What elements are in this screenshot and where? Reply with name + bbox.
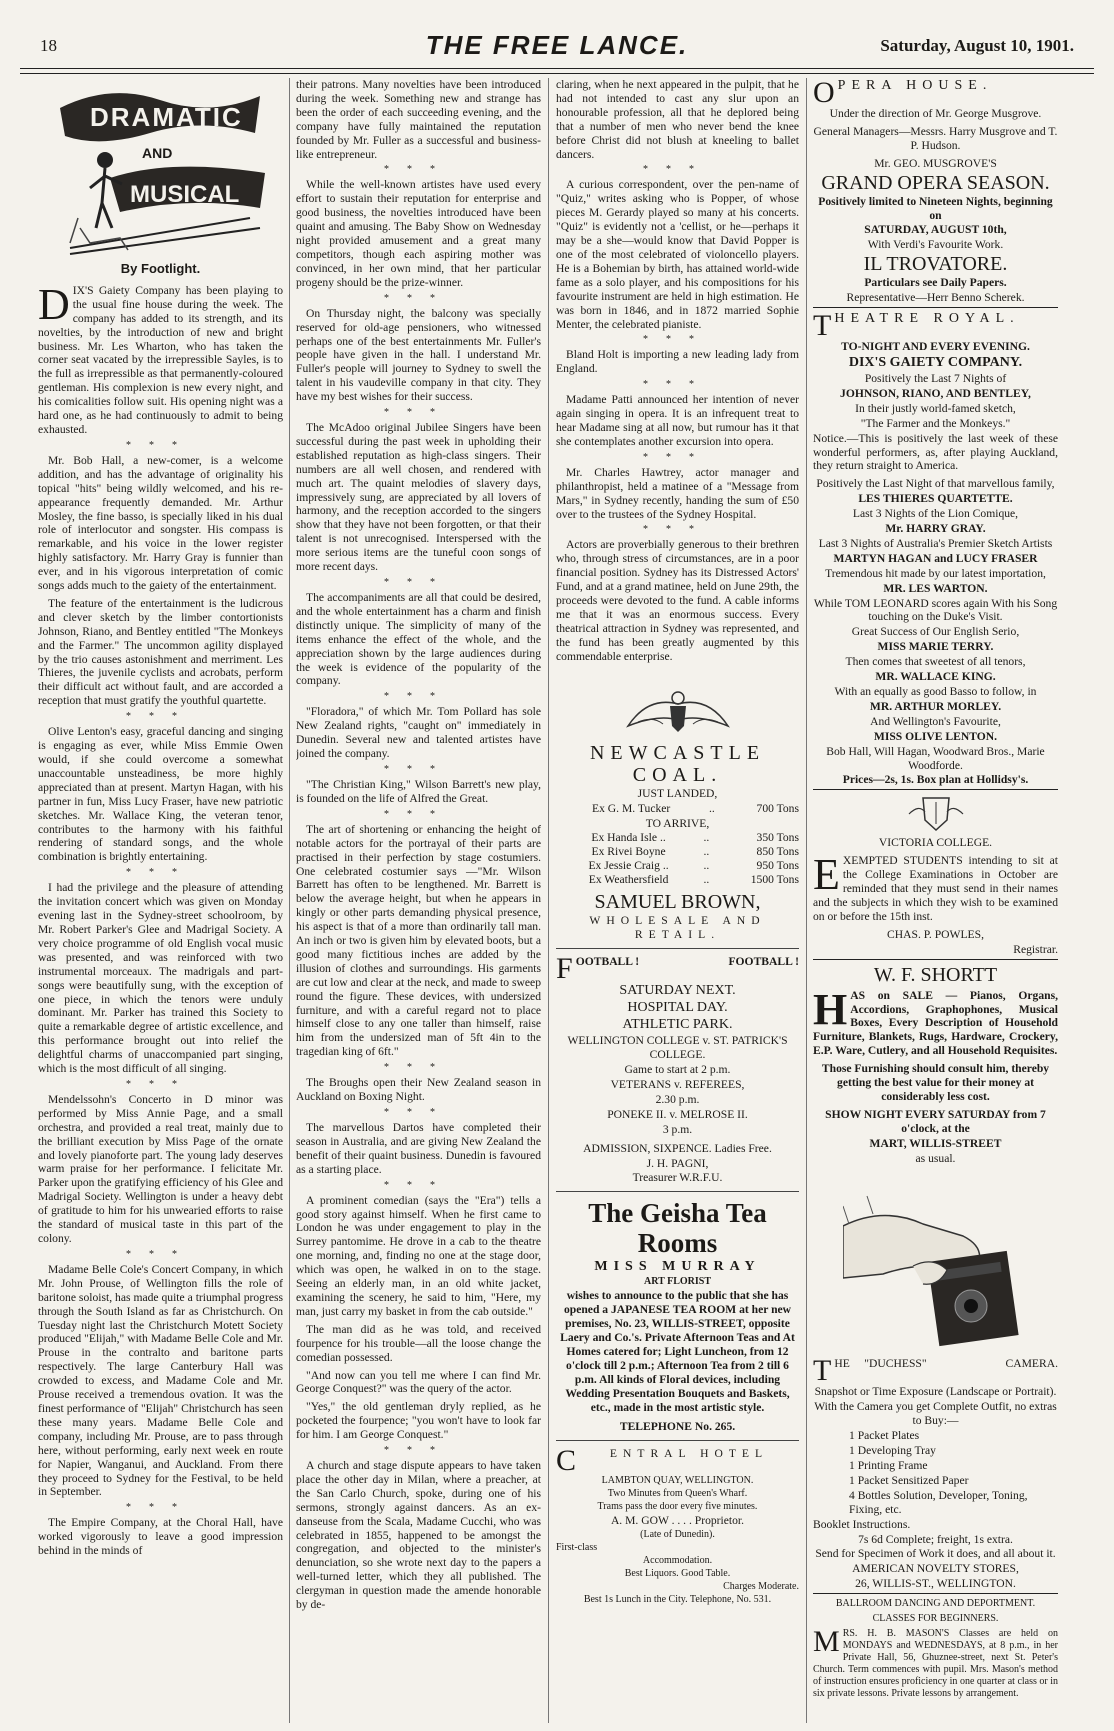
coal-arrive-table [556, 831, 799, 887]
shortt-advertisement [813, 964, 1058, 1166]
drop-cap: T [813, 312, 832, 340]
theatre-line: With an equally as good Basso to follow, in [834, 685, 1037, 698]
hotel-line: Charges Moderate. [723, 1581, 799, 1593]
ad-rule [556, 1191, 799, 1192]
college-signature: CHAS. P. POWLES, [887, 927, 984, 941]
header-rule [20, 68, 1094, 74]
article-paragraph: The accompaniments are all that could be desired, and the whole entertainment has a charm and finish distinctly unique. The simplicity of many of the items enhance the effect of the whole, and the appreciation shown by the large audiences during the week is evidence of the popularity of the company. [296, 591, 541, 688]
article-paragraph: The art of shortening or enhancing the height of notable actors for the portrayal of their parts are practised in their perfection by stage costumiers. One celebrated costumier says —"Mr. Wilson Barrett has often to be lengthened. Mr. Barrett is below the average height, but when he appears in kingly or other parts demanding physical presence, his aspect is that of a more than ordinarily tall man. An inch or two is given him by elevated boots, but a good many fictitious inches are added by the illusion of clothes and surroundings. His garments are cut low and clear at the neck, and made to sweep round the figure. These devices, with undersized furniture, and with a careful regard not to place himself close to any one taller than himself, raise him from the undersized man of 5ft 4in to the tragedian king of 6ft." [296, 822, 541, 1059]
opera-line: Mr. GEO. MUSGROVE'S [874, 156, 997, 170]
list-item: 1 Packet Plates [849, 1429, 920, 1443]
theatre-line: Positively the Last 7 Nights of [864, 371, 1007, 385]
theatre-heading [813, 312, 1058, 339]
theatre-line: Last 3 Nights of the Lion Comique, [852, 507, 1019, 521]
article-paragraph: The marvellous Dartos have completed their season in Australia, and are giving New Zealand the benefit of their quaint business. Dunedin is favoured as a starting place. [296, 1121, 541, 1176]
section-divider: *** [384, 292, 453, 304]
ship-name: Ex Jessie Craig .. [588, 859, 669, 873]
theatre-line: Then comes that sweetest of all tenors, [845, 655, 1026, 669]
section-divider: *** [384, 1062, 453, 1074]
football-title: OOTBALL ! [575, 955, 640, 969]
dramatic-musical-logo-image [50, 78, 270, 256]
hotel-line: Two Minutes from Queen's Wharf. [607, 1488, 748, 1500]
camera-line: Snapshot or Time Exposure (Landscape or Portrait). [814, 1385, 1057, 1399]
hotel-advertisement [556, 1447, 799, 1606]
ballroom-title: BALLROOM DANCING AND DEPORTMENT. [835, 1598, 1036, 1610]
section-divider: *** [384, 1445, 453, 1457]
theatre-line: DIX'S GAIETY COMPANY. [848, 354, 1023, 370]
article-paragraph: "The Christian King," Wilson Barrett's new play, is founded on the life of Alfred the Great. [296, 777, 541, 805]
article-paragraph: Olive Lenton's easy, graceful dancing and singing is engaging as ever, while Miss Emmie Owen would, if she could overcome a somewhat unaccountable unsteadiness, be more highly appreciated than at present. Martyn Hagan, with his partner in fun, Miss Lucy Fraser, have new patriotic sketches. Mr. Wallace King, the veteran tenor, contributes to the harmony with his faithful rendering of standard songs, and the whole combination is brightly entertaining. [38, 725, 283, 864]
ship-name: Ex G. M. Tucker [592, 801, 671, 815]
section-divider: *** [643, 379, 712, 391]
masthead: THE FREE LANCE. [425, 30, 689, 60]
drop-cap: M [813, 1625, 840, 1659]
theatre-line: Bob Hall, Will Hagan, Woodward Bros., Marie Woodforde. [826, 744, 1045, 772]
article-paragraph: On Thursday night, the balcony was specially reserved for old-age pensioners, who witnessed perhaps one of the best entertainments Mr. Fuller's people have given in the hall. I understand Mr. Fuller's people will journey to Sydney to swell the talent in his vaudeville company in that city. They have my best wishes for their success. [296, 306, 541, 404]
shortt-usual: as usual. [915, 1151, 956, 1165]
hotel-line: Best Liquors. Good Table. [624, 1568, 731, 1580]
drop-cap: O [813, 79, 835, 106]
theatre-line: While TOM LEONARD scores again With his Song touching on the Duke's Visit. [813, 596, 1058, 624]
college-crest-icon [901, 794, 971, 834]
table-row [556, 859, 799, 873]
list-item: 1 Printing Frame [849, 1459, 928, 1472]
article-paragraph: A church and stage dispute appears to have taken place the other day in Milan, where a preacher, at the San Carlo Church, spoke, during one of his sermons, strongly against dancers. As an ex-danseuse from the Scala, Madame Cucchi, who was celebrated in 1855, happened to be amongst the congregation, and objected to the minister's denunciation, so she wrote next day to the papers a well-turned letter, which they all published. The clergyman in question made the amende honorable by de- [296, 1459, 541, 1612]
geisha-body: wishes to announce to the public that she has opened a JAPANESE TEA ROOM at her new premises, No. 23, WILLIS-STREET, opposite Laery and Co.'s. Private Afternoon Teas and At Homes catered for; Light Luncheon, from 12 o'clock till 2 p.m.; Afternoon Tea from 2 till 6 p.m. All kinds of Floral devices, including Wedding Presentation Bouquets and Baskets, etc., made in the most artistic style. [560, 1289, 795, 1414]
football-line: 3 p.m. [662, 1122, 693, 1136]
ad-rule [556, 1440, 799, 1441]
article-paragraph: their patrons. Many novelties have been introduced during the week. Something new and strange has been the order of each succeeding evening, and the company have fully maintained the reputation founded by Mr. Fuller as a successful and business-like entrepreneur. [296, 78, 541, 161]
dramatic-musical-illustration [38, 78, 283, 258]
ship-dots: .. [703, 831, 710, 845]
camera-line: Send for Specimen of Work it does, and all about it. [815, 1547, 1056, 1561]
article-paragraph: Actors are proverbially generous to their brethren who, through stress of circumstances, are in a poor financial position. Sydney has its Distressed Actors' Fund, and at a grand matinee, held on June 29th, the proceeds were devoted to the fund. A cable informs me that it was an enormous success. Every theatrical attraction in Sydney was represented, and the fund has been greatly augmented by this commendable enterprise. [556, 538, 799, 663]
article-paragraph: Madame Belle Cole's Concert Company, in which Mr. John Prouse, of Wellington fills the role of baritone soloist, has made quite a triumphal progress through the South Island as far as Christchurch. On Tuesday night last the Christchurch Motett Society produced "Elijah," with Madame Belle Cole and Mr. Prouse in the contralto and baritone parts respectively. The large Canterbury Hall was crowded to excess, and Madame Cole and Mr. Prouse received a tremendous ovation. It was the finest performance of "Elijah" Christchurch has seen these many years. Madame Belle Cole and company, including Mr. Prouse, are to pass through here, without performing, early next week en route for Napier, Wanganui, and Auckland. From there they proceed to Sydney for the Festival, to be held in September. [38, 1262, 283, 1499]
section-divider: *** [126, 1502, 195, 1514]
section-divider: *** [643, 164, 712, 176]
page-number: 18 [40, 36, 57, 55]
theatre-line: "The Farmer and the Monkeys." [860, 416, 1011, 430]
article-paragraph: IX'S Gaiety Company has been playing to the usual fine house during the week. The company has added to its strength, and its novelties, by the introduction of new and bright business. Mr. Les Wharton, who has taken the corner seat vacated by the irrepressible Sayles, is to the full as irrepressible as that permanently-coloured gentleman. His complexion is new every night, and his comicalities follow suit. His opening night was a hard one, as he had continuously to admit to being exhausted. [38, 283, 283, 436]
column-3 [556, 78, 799, 1723]
section-divider: *** [384, 691, 453, 703]
column-2 [296, 78, 541, 1723]
football-line: SATURDAY NEXT. [619, 983, 736, 999]
football-line: VETERANS v. REFEREES, [610, 1077, 745, 1091]
theatre-line: Tremendous hit made by our latest importation, [825, 566, 1046, 580]
theatre-line: MISS MARIE TERRY. [877, 640, 994, 654]
theatre-line: TO-NIGHT AND EVERY EVENING. [841, 340, 1030, 354]
opera-line: Under the direction of Mr. George Musgrove. [829, 107, 1042, 120]
hotel-heading [556, 1447, 799, 1474]
football-line: Game to start at 2 p.m. [624, 1063, 731, 1077]
column-rule [548, 78, 549, 1723]
hotel-line: (Late of Dunedin). [640, 1529, 715, 1541]
opera-line: SATURDAY, AUGUST 10th, [864, 223, 1007, 237]
opera-line: Positively limited to Nineteen Nights, beginning on [818, 194, 1053, 222]
opera-heading [813, 79, 1058, 106]
coal-advertisement [556, 686, 799, 943]
list-item: 1 Packet Sensitized Paper [849, 1473, 969, 1487]
ship-dots: .. [703, 845, 710, 859]
college-signature-role: Registrar. [813, 943, 1058, 960]
opera-line: Particulars see Daily Papers. [864, 276, 1007, 290]
section-divider: *** [126, 867, 195, 879]
article-paragraph: Bland Holt is importing a new leading lady from England. [556, 348, 799, 376]
opera-line: With Verdi's Favourite Work. [867, 238, 1004, 252]
ship-quantity: 850 Tons [756, 845, 799, 859]
football-line: HOSPITAL DAY. [627, 1000, 728, 1016]
shortt-show: SHOW NIGHT EVERY SATURDAY from 7 o'clock, at the [825, 1107, 1046, 1135]
opera-line: IL TROVATORE. [863, 253, 1008, 276]
article-paragraph: A prominent comedian (says the "Era") tells a good story against himself. When he first came to London he was under engagement to play in the Surrey pantomime. He drove in a cab to the theatre one morning, and, finding no one at the stage door, which was open, he walked in on to the stage. Seeing an elderly man, in an old white jacket, examining the scenery, he said to him, "Here, my man, just carry my basket in from the cab outside." [296, 1193, 541, 1318]
hand-holding-camera-image [843, 1166, 1033, 1354]
drop-cap: E [813, 850, 840, 900]
column-4 [813, 78, 1058, 1723]
geisha-proprietor: MISS MURRAY [594, 1259, 761, 1275]
article-paragraph: "Floradora," of which Mr. Tom Pollard has sole New Zealand rights, "caught on" immediately in Dunedin. Several new and talented artistes have joined the company. [296, 705, 541, 761]
article-paragraph: Mendelssohn's Concerto in D minor was performed by Miss Annie Page, and a small orchestra, and provided a real treat, mainly due to the brilliant execution by Miss Page of the ornate and lovely pianoforte part. The young lady deserves warm praise for her performance. I felicitate Mr. Parker upon the gratifying efficiency of his Glee and Madrigal Society. Wellington is under a heavy debt of gratitude to him for his unwearied efforts to raise the standard of musical taste in this part of the colony. [38, 1092, 283, 1245]
article-paragraph: A curious correspondent, over the pen-name of "Quiz," writes asking who is Popper, of whose pieces M. Gerardy played so many at his concerts. "Quiz" is evidently not a 'cellist, or he—perhaps it may be a she—would know that David Popper is one of the most celebrated of violoncello players. He is a Bohemian by birth, has attained world-wide fame as a solo player, and his compositions for his favourite instrument are held in high estimation. He was born in 1846, and in 1872 married Sophie Menter, the celebrated pianiste. [556, 178, 799, 331]
table-row [556, 802, 799, 816]
section-divider: *** [384, 1179, 453, 1191]
section-divider: *** [384, 577, 453, 588]
college-title: VICTORIA COLLEGE. [878, 836, 993, 850]
theatre-line: In their justly world-famed sketch, [855, 401, 1016, 415]
table-row [556, 845, 799, 859]
article-paragraph: The McAdoo original Jubilee Singers have been successful during the past week in upholding their established reputation as high-class singers. Their numbers are all well chosen, and rendered with much art. The quaint melodies of slavery days, impressively sung, are appreciated by all lovers of harmony, and the reception accorded to the singers show that they have not been forgotten, or that their talent is not unrecognised. Interspersed with the more serious items are the tuneful coon songs of more recent days. [296, 421, 541, 574]
football-line: ATHLETIC PARK. [622, 1017, 733, 1033]
theatre-line: And Wellington's Favourite, [870, 714, 1001, 728]
camera-line: AMERICAN NOVELTY STORES, [852, 1562, 1019, 1576]
camera-line: 7s 6d Complete; freight, 1s extra. [858, 1532, 1013, 1546]
theatre-line: MARTYN HAGAN and LUCY FRASER [833, 551, 1038, 565]
geisha-trade: ART FLORIST [644, 1276, 711, 1288]
football-title-repeat: FOOTBALL ! [728, 955, 799, 969]
college-body: XEMPTED STUDENTS intending to sit at the College Examinations in October are reminded that they must send in their names and the subjects in which they wish to be examined on or before the 15th inst. [813, 854, 1058, 923]
ship-dots: .. [703, 859, 710, 873]
shortt-body: AS on SALE — Pianos, Organs, Accordions, Graphophones, Musical Boxes, Every Description of Household Furniture, Blankets, Rugs, Hardware, Crockery, E.P. Ware, Cutlery, and all Household Requisites. [813, 988, 1058, 1058]
svg-text:DRAMATIC: DRAMATIC [90, 102, 243, 132]
drop-cap: F [556, 955, 573, 983]
ship-quantity: 1500 Tons [750, 873, 799, 887]
ship-quantity: 700 Tons [756, 801, 799, 815]
football-signature: J. H. PAGNI, [646, 1156, 709, 1170]
football-heading [556, 955, 799, 982]
section-divider: *** [643, 524, 712, 536]
geisha-phone: TELEPHONE No. 265. [619, 1420, 736, 1434]
hotel-line: Accommodation. [642, 1555, 713, 1567]
section-divider: *** [126, 1248, 195, 1260]
theatre-line: Last 3 Nights of Australia's Premier Sketch Artists [818, 536, 1053, 550]
theatre-line: Mr. HARRY GRAY. [885, 522, 986, 536]
theatre-royal-advertisement [813, 312, 1058, 790]
table-row [556, 873, 799, 887]
theatre-line: LES THIERES QUARTETTE. [858, 492, 1013, 506]
ship-dots: .. [708, 801, 715, 815]
opera-house-advertisement [813, 79, 1058, 308]
opera-title: PERA HOUSE. [837, 79, 993, 93]
coal-landed-table [556, 802, 799, 816]
article-paragraph: The Broughs open their New Zealand season in Auckland on Boxing Night. [296, 1076, 541, 1104]
article-paragraph: I had the privilege and the pleasure of attending the invitation concert which was given on Monday evening last in the Sydney-street schoolroom, by Mr. Robert Parker's Glee and Madrigal Society. A very choice programme of old English vocal music was presented, and was reinforced with two instrumental morceaux. The madrigals and part-songs were beautifully sung, with the exception of one piece, in which the tenors were unduly dominant. Mr. Parker has trained this Society to quite a remarkable degree of artistic excellence, and this performance brought out into relief the delightful charms of unaccompanied part singing, which is the most difficult of all singing. [38, 881, 283, 1076]
section-divider: *** [384, 763, 453, 775]
section-divider: *** [643, 451, 712, 463]
ballroom-body: RS. H. B. MASON'S Classes are held on MONDAYS and WEDNESDAYS, at 8 p.m., in her Private Hall, 56, Ghuznee-street, next St. Peter's Church. Term commences with pupil. Mrs. Mason's method of instruction ensures proficiency in one quarter at class or in six private lessons. Private lessons by arrangement. [813, 1628, 1058, 1700]
camera-heading [813, 1357, 1058, 1384]
football-line: WELLINGTON COLLEGE v. ST. PATRICK'S COLLEGE. [567, 1034, 788, 1062]
camera-line: Booklet Instructions. [813, 1517, 911, 1531]
geisha-title: The Geisha Tea Rooms [588, 1198, 767, 1259]
theatre-line: Great Success of Our English Serio, [851, 625, 1020, 639]
coal-just-landed: JUST LANDED, [637, 786, 718, 800]
shortt-title: W. F. SHORTT [873, 963, 998, 986]
camera-line: With the Camera you get Complete Outfit, no extras to Buy:— [814, 1400, 1057, 1428]
football-line: PONEKE II. v. MELROSE II. [607, 1107, 748, 1121]
article-paragraph: "Yes," the old gentleman dryly replied, as he pocketed the fourpence; "you won't have to look far for him. I am George Conquest." [296, 1400, 541, 1442]
ship-name: Ex Rivei Boyne [591, 845, 666, 859]
list-item: 1 Developing Tray [849, 1444, 936, 1458]
section-divider: *** [384, 808, 453, 820]
camera-title-name: "DUCHESS" [864, 1357, 927, 1371]
coat-of-arms-icon [618, 686, 738, 736]
football-advertisement [556, 955, 799, 1185]
svg-text:MUSICAL: MUSICAL [130, 181, 240, 208]
svg-text:AND: AND [142, 145, 173, 161]
ship-quantity: 350 Tons [756, 831, 799, 845]
section-divider: *** [384, 407, 453, 419]
article-paragraph: Mr. Bob Hall, a new-comer, is a welcome addition, and has the advantage of originality his topical "hits" being wildly welcomed, and his re-appearance frequently demanded. Mr. Arthur Mosley, the fine basso, is specially liked in his dual role of interlocutor and songster. His compass is remarkable, and his voice in the lower register highly satisfactory. Mr. Harry Gray is funnier than ever, and in his vigorous interpretation of comic songs adds much to the gaiety of the entertainment. [38, 453, 283, 593]
section-divider: *** [384, 1107, 453, 1118]
football-line: ADMISSION, SIXPENCE. Ladies Free. [583, 1141, 772, 1155]
section-divider: *** [126, 439, 195, 451]
page-header [20, 30, 1094, 64]
opera-line: General Managers—Messrs. Harry Musgrove and T. P. Hudson. [813, 124, 1058, 152]
hotel-line: Best 1s Lunch in the City. Telephone, No. 531. [583, 1594, 772, 1606]
article-paragraph: Madame Patti announced her intention of never again singing in opera. It is an infrequent treat to hear Madame sing at all now, but rumour has it that she contemplates another excursion into opera. [556, 393, 799, 448]
article-paragraph: claring, when he next appeared in the pulpit, that he had not intended to cast any slur upon an honourable profession, all that he deplored being that a number of men who never bend the knee before Christ did not blush at kneeling to ballet dancers. [556, 78, 799, 161]
opera-line: Representative—Herr Benno Scherek. [813, 291, 1058, 308]
hotel-line: LAMBTON QUAY, WELLINGTON. [601, 1475, 754, 1487]
list-item: 4 Bottles Solution, Developer, Toning, Fixing, etc. [849, 1488, 1028, 1516]
opera-line: GRAND OPERA SEASON. [821, 171, 1050, 194]
column-rule [289, 78, 290, 1723]
column-rule [806, 78, 807, 1723]
article-paragraph: The Empire Company, at the Choral Hall, have worked vigorously to leave a good impression behind in the minds of [38, 1516, 283, 1558]
ship-dots: .. [703, 873, 710, 887]
drop-cap: H [813, 984, 848, 1034]
article-paragraph: "And now can you tell me where I can find Mr. George Conquest?" was the query of the actor. [296, 1368, 541, 1396]
ad-rule [556, 948, 799, 949]
theatre-line: JOHNSON, RIANO, AND BENTLEY, [840, 386, 1031, 400]
camera-item-list [813, 1429, 1058, 1516]
geisha-advertisement [556, 1198, 799, 1434]
camera-title-word: CAMERA. [1005, 1357, 1058, 1371]
hotel-line: Trams pass the door every five minutes. [597, 1501, 758, 1513]
shortt-mart: MART, WILLIS-STREET [869, 1136, 1002, 1150]
section-divider: *** [384, 164, 453, 176]
drop-cap: D [38, 279, 70, 329]
section-divider: *** [643, 334, 712, 346]
football-signature-role: Treasurer W.R.F.U. [632, 1171, 723, 1185]
article-paragraph: While the well-known artistes have used every effort to sustain their reputation for enterprise and good business, the novelties introduced have been quaint and amusing. The Baby Show on Wednesday night provided amusement and a great many competitors, though each aspiring mother was convinced, in her own mind, that her particular progeny should be the prize-winner. [296, 178, 541, 289]
coal-ad-title: NEWCASTLE COAL. [589, 741, 766, 786]
camera-line: 26, WILLIS-ST., WELLINGTON. [813, 1577, 1058, 1594]
hotel-title: ENTRAL HOTEL [609, 1447, 769, 1461]
section-divider: *** [126, 711, 195, 723]
coal-to-arrive: TO ARRIVE, [645, 816, 710, 830]
ship-name: Ex Handa Isle .. [591, 831, 666, 845]
theatre-line: Notice.—This is positively the last week of these wonderful performers, as, after playing Auckland, they return straight to America. [813, 431, 1058, 473]
drop-cap: C [556, 1447, 577, 1475]
hotel-proprietor: A. M. GOW . . . . Proprietor. [610, 1514, 745, 1528]
article-paragraph: The feature of the entertainment is the ludicrous and clever sketch by the limber contortionists Johnson, Riano, and Bentley entitled "The Monkeys and the Farmer." The uncommon agility displayed by the trio causes astonishment and merriment. Les Thieres, the juvenile cyclists and acrobats, perform their difficult act without fault, and are accorded a reception that must gratify the youthful quartette. [38, 596, 283, 708]
ship-quantity: 950 Tons [756, 859, 799, 873]
drop-cap: T [813, 1357, 832, 1385]
camera-title: HE [834, 1357, 850, 1371]
theatre-line: MR. ARTHUR MORLEY. [869, 699, 1002, 713]
theatre-line: Positively the Last Night of that marvellous family, [816, 477, 1055, 491]
camera-illustration [813, 1166, 1058, 1356]
article-paragraph: The man did as he was told, and received fourpence for his trouble—all the loose change the comedian possessed. [296, 1322, 541, 1364]
hotel-line: First-class [556, 1542, 598, 1554]
coal-merchant-name: SAMUEL BROWN, [594, 891, 761, 914]
section-divider: *** [126, 1078, 195, 1090]
theatre-line: MR. WALLACE KING. [875, 670, 996, 684]
theatre-line: MR. LES WARTON. [883, 581, 988, 595]
camera-advertisement [813, 1357, 1058, 1594]
ballroom-subtitle: CLASSES FOR BEGINNERS. [872, 1613, 999, 1625]
issue-date: Saturday, August 10, 1901. [880, 36, 1074, 55]
theatre-line: MISS OLIVE LENTON. [873, 729, 998, 743]
shortt-body-2: Those Furnishing should consult him, thereby getting the best value for their money at considerably less cost. [821, 1062, 1050, 1103]
theatre-title: HEATRE ROYAL. [834, 312, 1020, 327]
college-advertisement [813, 794, 1058, 959]
theatre-line: Prices—2s, 1s. Box plan at Hollidsy's. [813, 773, 1058, 790]
coal-merchant-trade: WHOLESALE AND RETAIL. [589, 914, 766, 942]
ballroom-advertisement [813, 1598, 1058, 1700]
table-row [556, 831, 799, 845]
column-byline: By Footlight. [120, 261, 201, 276]
ship-name: Ex Weathersfield [588, 873, 669, 887]
column-1 [38, 78, 283, 1723]
football-line: 2.30 p.m. [655, 1092, 700, 1106]
article-paragraph: Mr. Charles Hawtrey, actor manager and philanthropist, held a matinee of a "Message from Mars," in Sydney recently, handing the sum of £50 over to the trustees of the Sydney Hospital. [556, 465, 799, 521]
